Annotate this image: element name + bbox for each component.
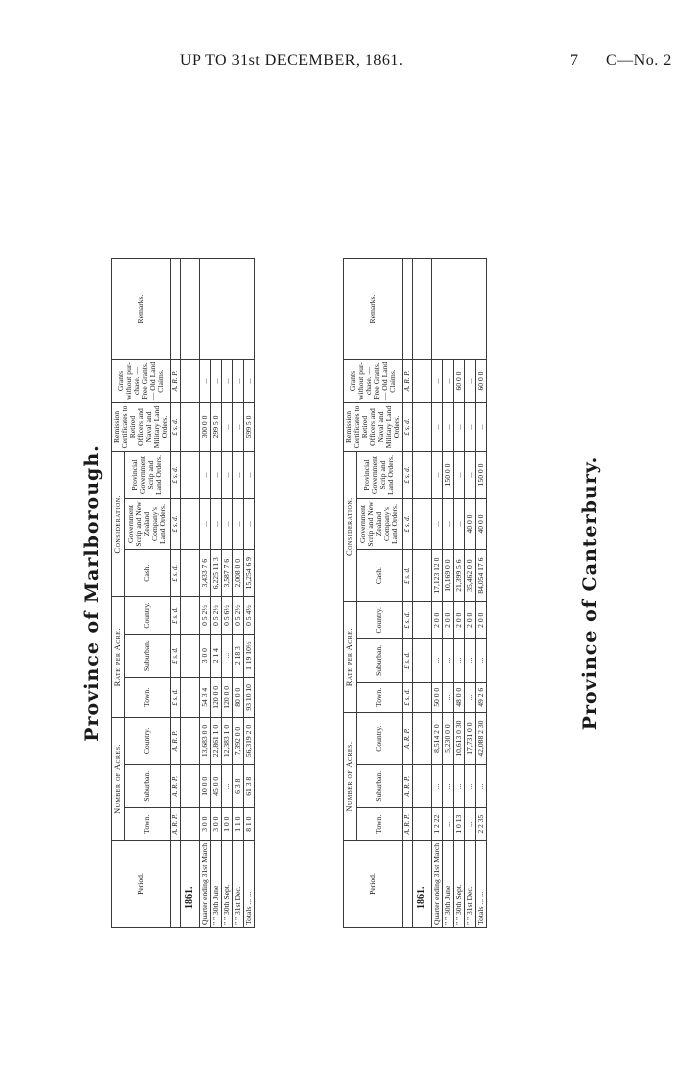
col-acres-suburban: Suburban. (124, 765, 170, 808)
cell-grants: ... (244, 360, 255, 403)
cell-govt: ... (454, 499, 465, 550)
cell-govt: ... (244, 499, 255, 550)
cell-remission: ... (443, 403, 454, 452)
year-row (181, 259, 200, 928)
document-code: C—No. 2 (606, 52, 672, 69)
cell-suburban: ... (476, 765, 487, 808)
cell-town: ... (443, 808, 454, 841)
cell-rate-suburban: ... (443, 639, 454, 682)
totals-row (476, 259, 487, 928)
cell-prov: ... (465, 452, 476, 499)
cell-country: 8,514 2 0 (432, 713, 443, 765)
cell-suburban: 45 0 0 (211, 765, 222, 808)
cell-town: 3 0 0 (211, 808, 222, 841)
period-cell: " " 30th June (443, 840, 454, 927)
cell-govt: ... (211, 499, 222, 550)
cell-rate-suburban: 3 0 0 (200, 634, 211, 677)
cell-govt: ... (432, 499, 443, 550)
cell-country: 7,392 0 0 (233, 717, 244, 764)
group-acres: Number of Acres. (112, 717, 125, 840)
cell-rate-suburban: ... (454, 639, 465, 682)
cell-cash: 17,123 12 0 (432, 550, 443, 602)
unit: A. R. P. (170, 717, 180, 764)
cell-cash: 84,054 17 6 (476, 550, 487, 602)
cell-rate-country: 2 0 0 (432, 602, 443, 639)
table-row (454, 259, 465, 928)
col-cash: Cash. (356, 550, 402, 602)
table-row (443, 259, 454, 928)
period-cell: Quarter ending 31st March (432, 840, 443, 927)
totals-label: Totals ... ... (476, 840, 487, 927)
col-govt-scrip: Government Scrip and New Zealand Company's Land Orders. (356, 499, 402, 550)
cell-cash: 3,587 7 6 (222, 550, 233, 597)
cell-cash: 2,008 0 0 (233, 550, 244, 597)
cell-rate-town: 93 10 10 (244, 677, 255, 717)
remarks-cell (181, 259, 200, 360)
totals-row (244, 259, 255, 928)
cell-town: 3 0 0 (200, 808, 211, 841)
table-row (211, 259, 222, 928)
cell-govt: ... (222, 499, 233, 550)
cell-town: 2 2 35 (476, 808, 487, 841)
unit: £ s. d. (170, 550, 180, 597)
period-cell: " " 30th June (211, 840, 222, 927)
cell-country: 22,861 1 0 (211, 717, 222, 764)
col-prov-scrip: Provincial Government Scrip and Land Orders. (356, 452, 402, 499)
cell-rate-suburban: ... (476, 639, 487, 682)
cell-town: ... (465, 808, 476, 841)
cell-country: 5,230 0 0 (443, 713, 454, 765)
col-acres-country: Country. (356, 713, 402, 765)
cell-cash: 3,433 7 6 (200, 550, 211, 597)
cell-grants: 60 0 0 (476, 360, 487, 403)
group-consideration: Consideration. (344, 452, 357, 602)
cell-town: 1 2 22 (432, 808, 443, 841)
unit: A. R. P. (402, 713, 412, 765)
cell-country: 13,683 0 0 (200, 717, 211, 764)
group-acres: Number of Acres. (344, 713, 357, 841)
col-acres-country: Country. (124, 717, 170, 764)
col-rate-town: Town. (356, 682, 402, 712)
cell-cash: 15,254 6 9 (244, 550, 255, 597)
cell-country: 56,319 2 0 (244, 717, 255, 764)
period-cell: " " 31st Dec. (233, 840, 244, 927)
cell-rate-town: ... (443, 682, 454, 712)
cell-rate-suburban: ... (222, 634, 233, 677)
cell-grants: ... (432, 360, 443, 403)
group-consideration: Consideration. (112, 452, 125, 597)
col-prov-scrip: Provincial Government Scrip and Land Orders. (124, 452, 170, 499)
cell-rate-town: 49 2 6 (476, 682, 487, 712)
col-grants: Grants without pur-chase. — Free Grants. — Old Land Claims. (344, 360, 403, 403)
cell-town: 8 1 0 (244, 808, 255, 841)
unit: £ s. d. (170, 403, 180, 452)
cell-country: 10,613 0 30 (454, 713, 465, 765)
col-rate-suburban: Suburban. (356, 639, 402, 682)
cell-suburban: ... (465, 765, 476, 808)
cell-rate-country: 2 0 0 (476, 602, 487, 639)
cell-cash: 35,462 0 0 (465, 550, 476, 602)
cell-rate-town: 120 0 0 (211, 677, 222, 717)
cell-prov: ... (454, 452, 465, 499)
period-cell: " " 30th Sept. (222, 840, 233, 927)
remarks-cell (413, 259, 432, 360)
cell-govt: ... (443, 499, 454, 550)
cell-prov: ... (244, 452, 255, 499)
cell-rate-country: 0 5 6½ (222, 597, 233, 634)
period-cell: Quarter ending 31st March (200, 840, 211, 927)
unit: £ s. d. (402, 452, 412, 499)
unit: £ s. d. (170, 597, 180, 634)
province-title: Province of Marlborough. (81, 444, 103, 742)
cell-rate-town: 54 3 4 (200, 677, 211, 717)
unit: £ s. d. (402, 682, 412, 712)
cell-suburban: ... (222, 765, 233, 808)
cell-suburban: ... (443, 765, 454, 808)
cell-remission: ... (465, 403, 476, 452)
cell-remission: ... (222, 403, 233, 452)
cell-govt: ... (233, 499, 244, 550)
cell-rate-country: 0 5 2½ (211, 597, 222, 634)
cell-rate-town: 80 0 0 (233, 677, 244, 717)
canterbury-table (343, 258, 487, 928)
year-row (413, 259, 432, 928)
col-rate-country: Country. (356, 602, 402, 639)
cell-prov: 150 0 0 (476, 452, 487, 499)
unit: A. R. P. (402, 360, 412, 403)
unit: £ s. d. (402, 602, 412, 639)
col-cash: Cash. (124, 550, 170, 597)
cell-suburban: 61 3 8 (244, 765, 255, 808)
unit: £ s. d. (170, 677, 180, 717)
cell-prov: ... (233, 452, 244, 499)
cell-cash: 10,169 0 0 (443, 550, 454, 602)
cell-prov: ... (211, 452, 222, 499)
col-acres-town: Town. (124, 808, 170, 841)
unit: A. R. P. (170, 765, 180, 808)
units-row (170, 259, 180, 928)
cell-rate-town: 120 0 0 (222, 677, 233, 717)
cell-town: 1 0 13 (454, 808, 465, 841)
cell-remission: 299 5 0 (211, 403, 222, 452)
cell-govt: 40 0 0 (476, 499, 487, 550)
province-title: Province of Canterbury. (579, 455, 601, 731)
cell-rate-country: 2 0 0 (465, 602, 476, 639)
cell-remission: ... (233, 403, 244, 452)
col-period: Period. (112, 840, 171, 927)
cell-country: 17,731 0 0 (465, 713, 476, 765)
cell-cash: 6,225 11 3 (211, 550, 222, 597)
cell-grants: ... (211, 360, 222, 403)
cell-grants: 60 0 0 (454, 360, 465, 403)
cell-grants: ... (222, 360, 233, 403)
cell-rate-country: 2 0 0 (454, 602, 465, 639)
table-row (200, 259, 211, 928)
unit: A. R. P. (402, 808, 412, 841)
cell-rate-suburban: 2 18 3 (233, 634, 244, 677)
table-row (222, 259, 233, 928)
col-acres-town: Town. (356, 808, 402, 841)
col-rate-country: Country. (124, 597, 170, 634)
units-row (402, 259, 412, 928)
cell-grants: ... (233, 360, 244, 403)
group-rate: Rate per Acre. (112, 597, 125, 717)
page-running-title: UP TO 31st DECEMBER, 1861. (180, 52, 404, 69)
cell-remission: 300 0 0 (200, 403, 211, 452)
canterbury-section (343, 258, 605, 928)
cell-prov: 150 0 0 (443, 452, 454, 499)
table-row (432, 259, 443, 928)
col-govt-scrip: Government Scrip and New Zealand Company's Land Orders. (124, 499, 170, 550)
cell-suburban: 6 3 8 (233, 765, 244, 808)
cell-suburban: 10 0 0 (200, 765, 211, 808)
cell-rate-country: 0 5 2½ (200, 597, 211, 634)
marlborough-section (81, 258, 343, 928)
cell-prov: ... (222, 452, 233, 499)
cell-prov: ... (200, 452, 211, 499)
cell-rate-town: ... (465, 682, 476, 712)
table-row (233, 259, 244, 928)
cell-remission: ... (476, 403, 487, 452)
unit: A. R. P. (402, 765, 412, 808)
period-cell: " " 31st Dec. (465, 840, 476, 927)
cell-remission: ... (454, 403, 465, 452)
period-cell: " " 30th Sept. (454, 840, 465, 927)
col-grants: Grants without pur-chase. — Free Grants. — Old Land Claims. (112, 360, 171, 403)
cell-rate-suburban: ... (432, 639, 443, 682)
marlborough-table (111, 258, 255, 928)
unit: £ s. d. (170, 499, 180, 550)
unit: A. R. P. (170, 360, 180, 403)
col-rate-suburban: Suburban. (124, 634, 170, 677)
col-remarks: Remarks. (344, 259, 403, 360)
unit: £ s. d. (170, 452, 180, 499)
cell-grants: ... (200, 360, 211, 403)
cell-rate-suburban: 2 1 4 (211, 634, 222, 677)
cell-cash: 21,399 5 6 (454, 550, 465, 602)
unit: £ s. d. (402, 550, 412, 602)
cell-rate-country: 0 5 2½ (233, 597, 244, 634)
cell-grants: ... (443, 360, 454, 403)
cell-suburban: ... (454, 765, 465, 808)
cell-country: 12,383 1 0 (222, 717, 233, 764)
col-remarks: Remarks. (112, 259, 171, 360)
cell-rate-country: 2 0 0 (443, 602, 454, 639)
cell-remission: ... (432, 403, 443, 452)
cell-rate-country: 0 5 4½ (244, 597, 255, 634)
cell-govt: ... (200, 499, 211, 550)
cell-rate-town: 50 0 0 (432, 682, 443, 712)
unit: £ s. d. (402, 499, 412, 550)
col-acres-suburban: Suburban. (356, 765, 402, 808)
unit: £ s. d. (402, 403, 412, 452)
cell-rate-town: 48 0 0 (454, 682, 465, 712)
group-rate: Rate per Acre. (344, 602, 357, 713)
cell-country: 42,088 2 30 (476, 713, 487, 765)
col-period: Period. (344, 840, 403, 927)
col-rate-town: Town. (124, 677, 170, 717)
totals-label: Totals ... ... (244, 840, 255, 927)
cell-rate-suburban: 1 19 10½ (244, 634, 255, 677)
cell-suburban: ... (432, 765, 443, 808)
year-label: 1861. (413, 840, 432, 927)
col-remission: Remission Certificates to Retired Officers and Naval and Military Land Orders. (112, 403, 171, 452)
cell-town: 1 0 0 (222, 808, 233, 841)
cell-grants: ... (465, 360, 476, 403)
unit: A. R. P. (170, 808, 180, 841)
cell-town: 1 1 0 (233, 808, 244, 841)
cell-rate-suburban: ... (465, 639, 476, 682)
table-row (465, 259, 476, 928)
cell-prov: ... (432, 452, 443, 499)
page-number: 7 (570, 52, 579, 69)
cell-govt: 40 0 0 (465, 499, 476, 550)
unit: £ s. d. (170, 634, 180, 677)
year-label: 1861. (181, 840, 200, 927)
unit: £ s. d. (402, 639, 412, 682)
cell-remission: 599 5 0 (244, 403, 255, 452)
col-remission: Remission Certificates to Retired Officers and Naval and Military Land Orders. (344, 403, 403, 452)
